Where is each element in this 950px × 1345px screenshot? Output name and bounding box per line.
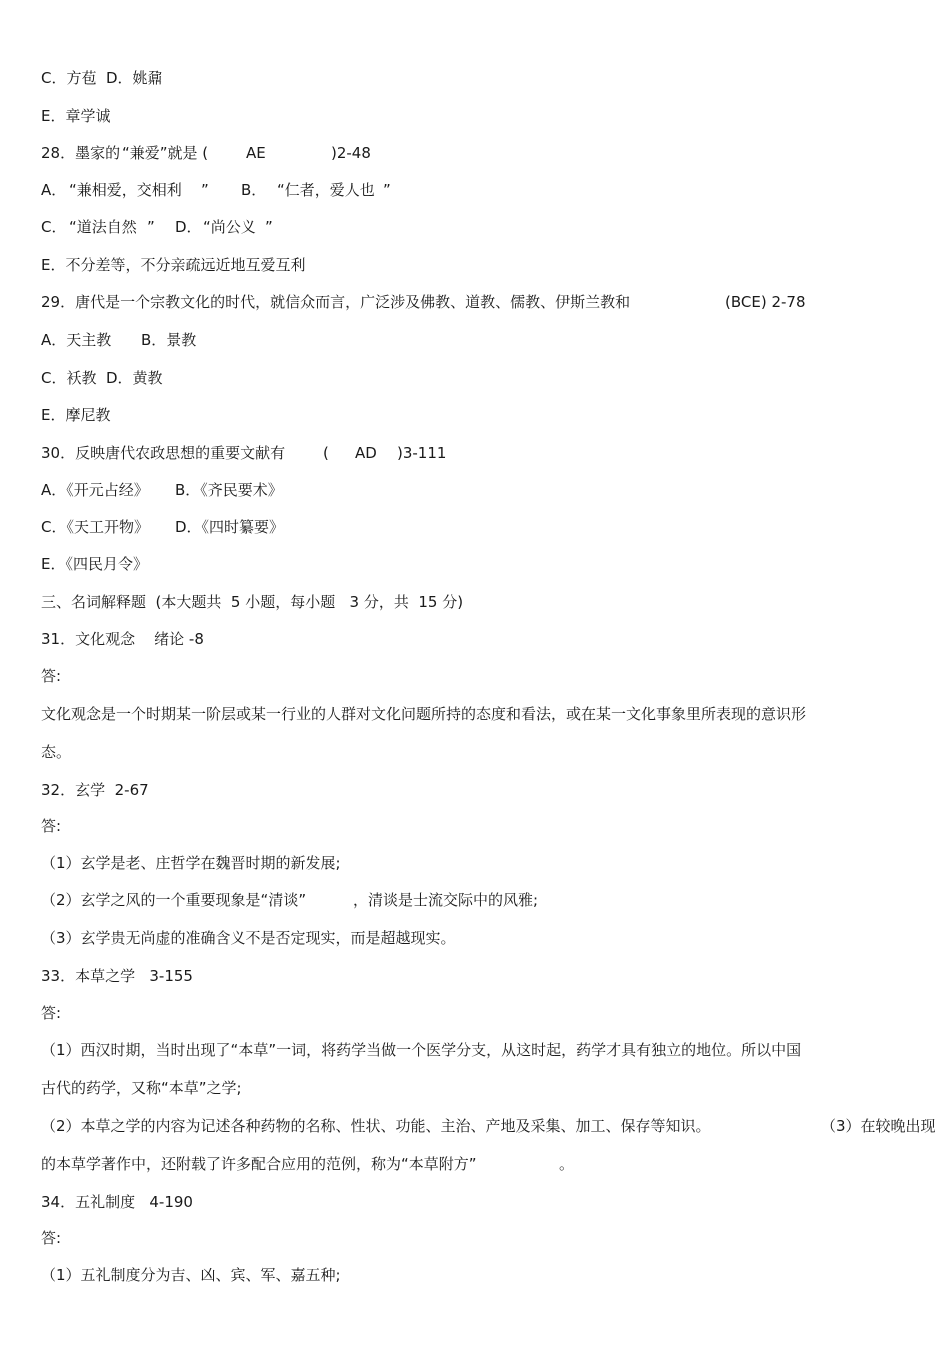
answer-bracket: ( [323, 444, 329, 462]
answer-text: 态。 [41, 743, 72, 761]
option-line-e: E．不分差等，不分亲疏远近地互爱互利 [41, 256, 306, 274]
term-31: 31．文化观念 绪论 -8 [41, 630, 204, 648]
page-ref: )3-111 [397, 444, 447, 462]
option-text: B．景教 [141, 331, 197, 349]
term-33: 33．本草之学 3-155 [41, 967, 193, 985]
answer-text-part: （2）本草之学的内容为记述各种药物的名称、性状、功能、主治、产地及采集、加工、保存等知识。 [41, 1117, 711, 1135]
answer-text-part: 。 [559, 1155, 575, 1173]
answer-text: （3）玄学贵无尚虚的准确含义不是否定现实，而是超越现实。 [41, 929, 456, 947]
option-text: B．《齐民要术》 [175, 481, 283, 499]
answer-key: AE [246, 144, 266, 162]
option-text: A．天主教 [41, 331, 112, 349]
option-text: “兼相爱，交相利 [69, 181, 182, 199]
option-label: A． [41, 181, 67, 199]
option-text: ” [147, 218, 155, 236]
option-line-c-d: C．袄教 D．黄教 [41, 369, 163, 387]
option-label: B． [241, 181, 267, 199]
question-text: 28．墨家的 [41, 144, 121, 162]
answer-text-part: ，清谈是士流交际中的风雅; [353, 891, 539, 909]
answer-label: 答: [41, 1004, 62, 1022]
option-text: C．《天工开物》 [41, 518, 149, 536]
option-label: C． [41, 218, 67, 236]
option-text: ” [265, 218, 273, 236]
answer-text: （1）玄学是老、庄哲学在魏晋时期的新发展; [41, 854, 341, 872]
term-34: 34．五礼制度 4-190 [41, 1193, 193, 1211]
option-label: D． [175, 218, 202, 236]
answer-label: 答: [41, 667, 62, 685]
answer-text: 文化观念是一个时期某一阶层或某一行业的人群对文化问题所持的态度和看法，或在某一文化事象里所表现的意识形 [41, 705, 807, 723]
option-text: ” [201, 181, 209, 199]
option-text: “仁者，爱人也 [277, 181, 375, 199]
answer-text: （1）五礼制度分为吉、凶、宾、军、嘉五种; [41, 1266, 341, 1284]
page-ref: )2-48 [331, 144, 371, 162]
option-text: “道法自然 [69, 218, 137, 236]
question-text: 29．唐代是一个宗教文化的时代，就信众而言，广泛涉及佛教、道教、儒教、伊斯兰教和 [41, 293, 631, 311]
answer-key: (BCE) 2-78 [725, 293, 806, 311]
question-text: 30．反映唐代农政思想的重要文献有 [41, 444, 286, 462]
answer-text-part: （2）玄学之风的一个重要现象是“清谈” [41, 891, 307, 909]
option-line-e: E．章学诚 [41, 107, 111, 125]
question-text: “兼爱”就是 ( [122, 144, 209, 162]
section-heading: 三、名词解释题 (本大题共 5 小题，每小题 3 分，共 15 分) [41, 593, 464, 611]
option-text: A．《开元占经》 [41, 481, 149, 499]
option-text: “尚公义 [203, 218, 256, 236]
term-32: 32．玄学 2-67 [41, 781, 149, 799]
option-line-e: E．《四民月令》 [41, 555, 148, 573]
answer-label: 答: [41, 1229, 62, 1247]
option-line-e: E．摩尼教 [41, 406, 111, 424]
answer-key: AD [355, 444, 377, 462]
answer-text-part: （3）在较晚出现 [821, 1117, 936, 1135]
answer-text: （1）西汉时期，当时出现了“本草”一词，将药学当做一个医学分支，从这时起，药学才具有独立的地位。所以中国 [41, 1041, 802, 1059]
option-text: D．《四时纂要》 [175, 518, 285, 536]
option-text: ” [383, 181, 391, 199]
answer-label: 答: [41, 817, 62, 835]
option-line-c-d: C．方苞 D．姚鼐 [41, 69, 163, 87]
answer-text-part: 的本草学著作中，还附载了许多配合应用的范例，称为“本草附方” [41, 1155, 477, 1173]
answer-text: 古代的药学，又称“本草”之学; [41, 1079, 242, 1097]
